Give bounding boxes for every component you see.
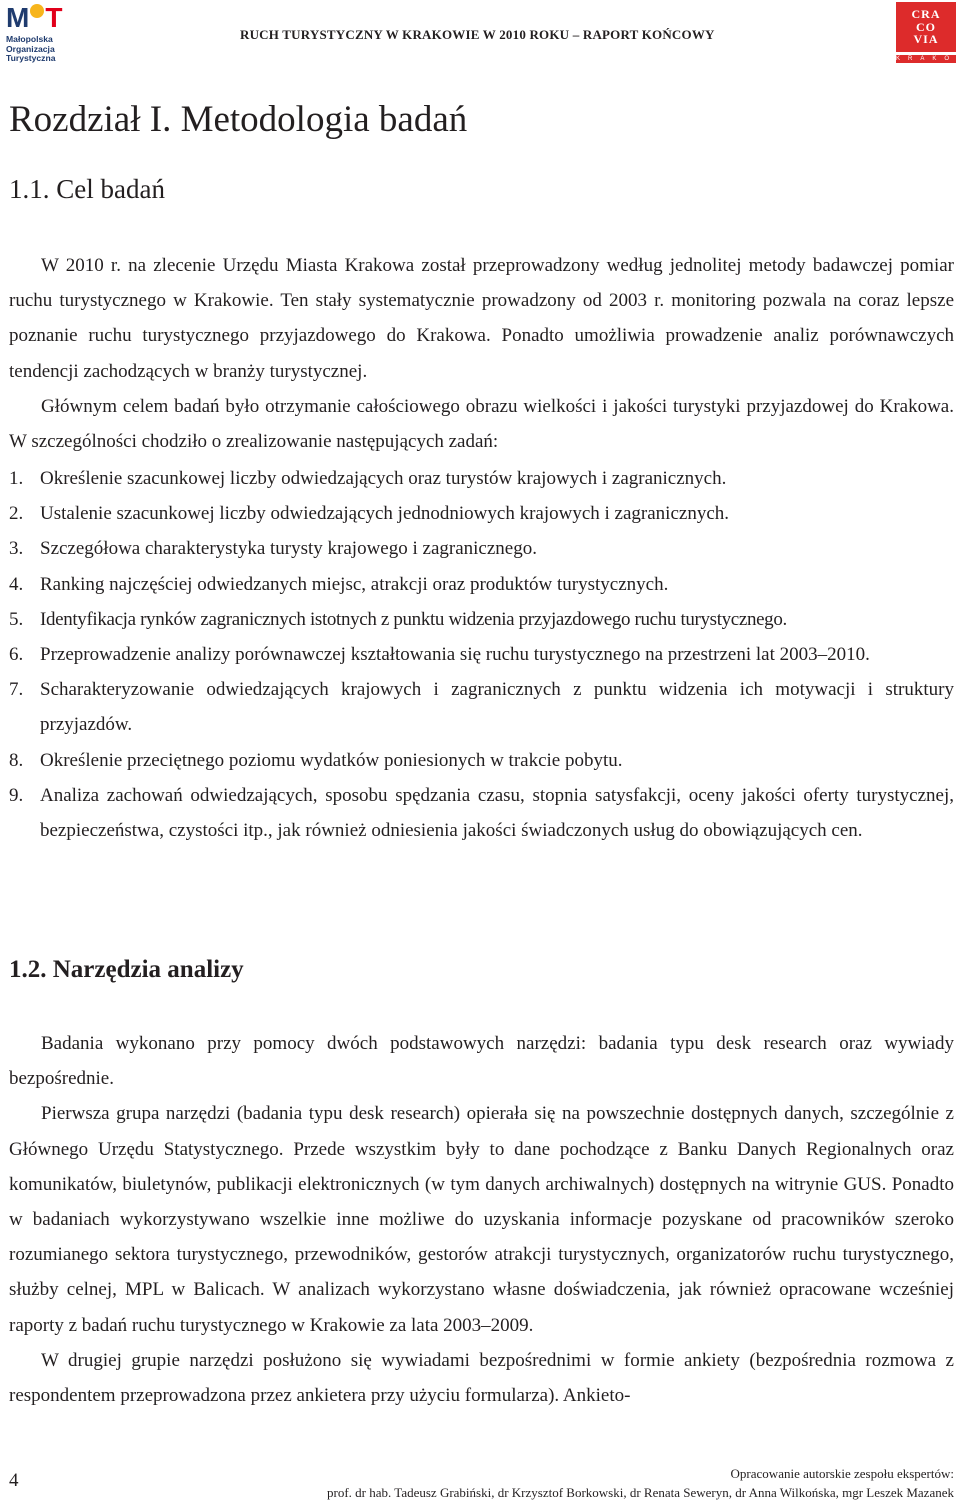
list-item bbox=[9, 496, 954, 531]
running-header: RUCH TURYSTYCZNY W KRAKOWIE W 2010 ROKU – RAPORT KOŃCOWY bbox=[240, 27, 715, 42]
paragraph: Głównym celem badań było otrzymanie całościowego obrazu wielkości i jakości turystyki przyjazdowej do Krakowa. W szczególności chodziło o zrealizowanie następujących zadań: bbox=[9, 395, 954, 453]
list-item bbox=[9, 567, 954, 602]
footer-credits bbox=[327, 1464, 954, 1502]
list-item bbox=[9, 461, 954, 496]
list-item bbox=[9, 531, 954, 566]
paragraph: W 2010 r. na zlecenie Urzędu Miasta Krakowa został przeprowadzony według jednolitej metody badawczej pomiar ruchu turystycznego w Krakowie. Ten stały systematycznie prowadzony od 2003 r. monitoring pozwala na coraz lepsze poznanie ruchu turystycznego przyjazdowego do Krakowa. Ponadto umożliwia prowadzenie analiz porównawczych tendencji zachodzących w branży turystycznej. bbox=[9, 255, 954, 382]
list-item-number: 6. bbox=[9, 644, 24, 666]
list-item bbox=[9, 602, 954, 637]
list-item bbox=[9, 743, 954, 778]
logo-letter-m: M bbox=[6, 2, 30, 33]
section-heading-tools: 1.2. Narzędzia analizy bbox=[9, 956, 244, 983]
tasks-list bbox=[9, 461, 954, 848]
paragraph: Badania wykonano przy pomocy dwóch podstawowych narzędzi: badania typu desk research oraz wywiady bezpośrednie. bbox=[9, 1033, 954, 1090]
krakow-strip: KRAKÓW bbox=[896, 56, 971, 62]
list-item-text: Scharakteryzowanie odwiedzających krajowych i zagranicznych z punktu widzenia ich motywacji i struktury przyjazdów. bbox=[40, 679, 954, 736]
logo-letter-t: T bbox=[45, 2, 63, 33]
list-item-text: Szczegółowa charakterystyka turysty krajowego i zagranicznego. bbox=[40, 538, 537, 560]
logo-text-line-2: Organizacja bbox=[6, 43, 55, 54]
list-item-text: Określenie szacunkowej liczby odwiedzających oraz turystów krajowych i zagranicznych. bbox=[40, 468, 727, 489]
paragraph: Pierwsza grupa narzędzi (badania typu desk research) opierała się na powszechnie dostępnych danych, szczególnie z Głównego Urzędu Statystycznego. Przede wszystkim były to dane pochodzące z Banku Danych Regionalnych oraz komunikatów, biuletynów, publikacji elektronicznych (w tym danych archiwalnych) dostępnych na witrynie GUS. Ponadto w badaniach wykorzystywano wszelkie inne możliwe do uzyskania informacje pozyskane od pracowników szeroko rozumianego sektora turystycznego, przewodników, gestorów atrakcji turystycznych, organizatorów ruchu turystycznego, służby celnej, MPL w Balicach. W analizach wykorzystano własne doświadczenia, jak również opracowane wcześniej raporty z badań ruchu turystycznego w Krakowie za lata 2003–2009. bbox=[9, 1103, 954, 1336]
list-item-number: 2. bbox=[9, 503, 24, 525]
cracovia-line-2: CO bbox=[916, 19, 936, 34]
logo-text bbox=[6, 35, 72, 64]
cracovia-line-3: VIA bbox=[913, 32, 939, 46]
list-item-number: 8. bbox=[9, 749, 24, 771]
paragraph: W drugiej grupie narzędzi posłużono się wywiadami bezpośrednimi w formie ankiety (bezpośrednia rozmowa z respondentem przeprowadzona przez ankietera przy użyciu formularza). Ankieto- bbox=[9, 1349, 954, 1407]
section-heading-goals: 1.1. Cel badań bbox=[9, 174, 165, 204]
cracovia-line-1: CRA bbox=[911, 7, 941, 21]
page-number: 4 bbox=[9, 1470, 19, 1491]
list-item-text: Przeprowadzenie analizy porównawczej kształtowania się ruchu turystycznego na przestrzeni lat 2003–2010. bbox=[40, 644, 870, 666]
chapter-title: Rozdział I. Metodologia badań bbox=[9, 99, 468, 140]
logo-sun-dot bbox=[30, 4, 44, 18]
list-item bbox=[9, 672, 954, 742]
cracovia-logo bbox=[896, 2, 971, 64]
list-item bbox=[9, 778, 954, 848]
list-item-text: Analiza zachowań odwiedzających, sposobu spędzania czasu, stopnia satysfakcji, oceny jakości oferty turystycznej, bezpieczeństwa, czystości itp., jak również odniesienia jakości świadczonych usług do obowiązujących cen. bbox=[40, 784, 954, 842]
list-item-text: Ranking najczęściej odwiedzanych miejsc, atrakcji oraz produktów turystycznych. bbox=[40, 573, 669, 595]
list-item-number: 5. bbox=[9, 608, 24, 630]
list-item-number: 9. bbox=[9, 784, 24, 806]
list-item-text: Ustalenie szacunkowej liczby odwiedzających jednodniowych krajowych i zagranicznych. bbox=[40, 503, 730, 525]
logo-text-line-1: Małopolska bbox=[6, 34, 53, 44]
list-item-number: 7. bbox=[9, 679, 24, 701]
cracovia-mark bbox=[896, 2, 956, 52]
footer-authors: prof. dr hab. Tadeusz Grabiński, dr Krzysztof Borkowski, dr Renata Seweryn, dr Anna Wilkońska, mgr Leszek Mazanek bbox=[327, 1485, 954, 1500]
list-item-text: Określenie przeciętnego poziomu wydatków poniesionych w trakcie pobytu. bbox=[40, 749, 623, 771]
malopolska-logo bbox=[6, 2, 72, 64]
list-item bbox=[9, 637, 954, 672]
list-item-number: 1. bbox=[9, 468, 24, 489]
goals-intro bbox=[9, 248, 954, 459]
list-item-text: Identyfikacja rynków zagranicznych istotnych z punktu widzenia przyjazdowego ruchu turystycznego. bbox=[40, 608, 787, 630]
logo-text-line-3: Turystyczna bbox=[6, 53, 56, 63]
logo-mark bbox=[6, 2, 72, 32]
list-item-number: 3. bbox=[9, 538, 24, 560]
footer-credit-label: Opracowanie autorskie zespołu ekspertów: bbox=[730, 1466, 954, 1481]
list-item-number: 4. bbox=[9, 573, 24, 595]
tools-body bbox=[9, 1026, 954, 1413]
